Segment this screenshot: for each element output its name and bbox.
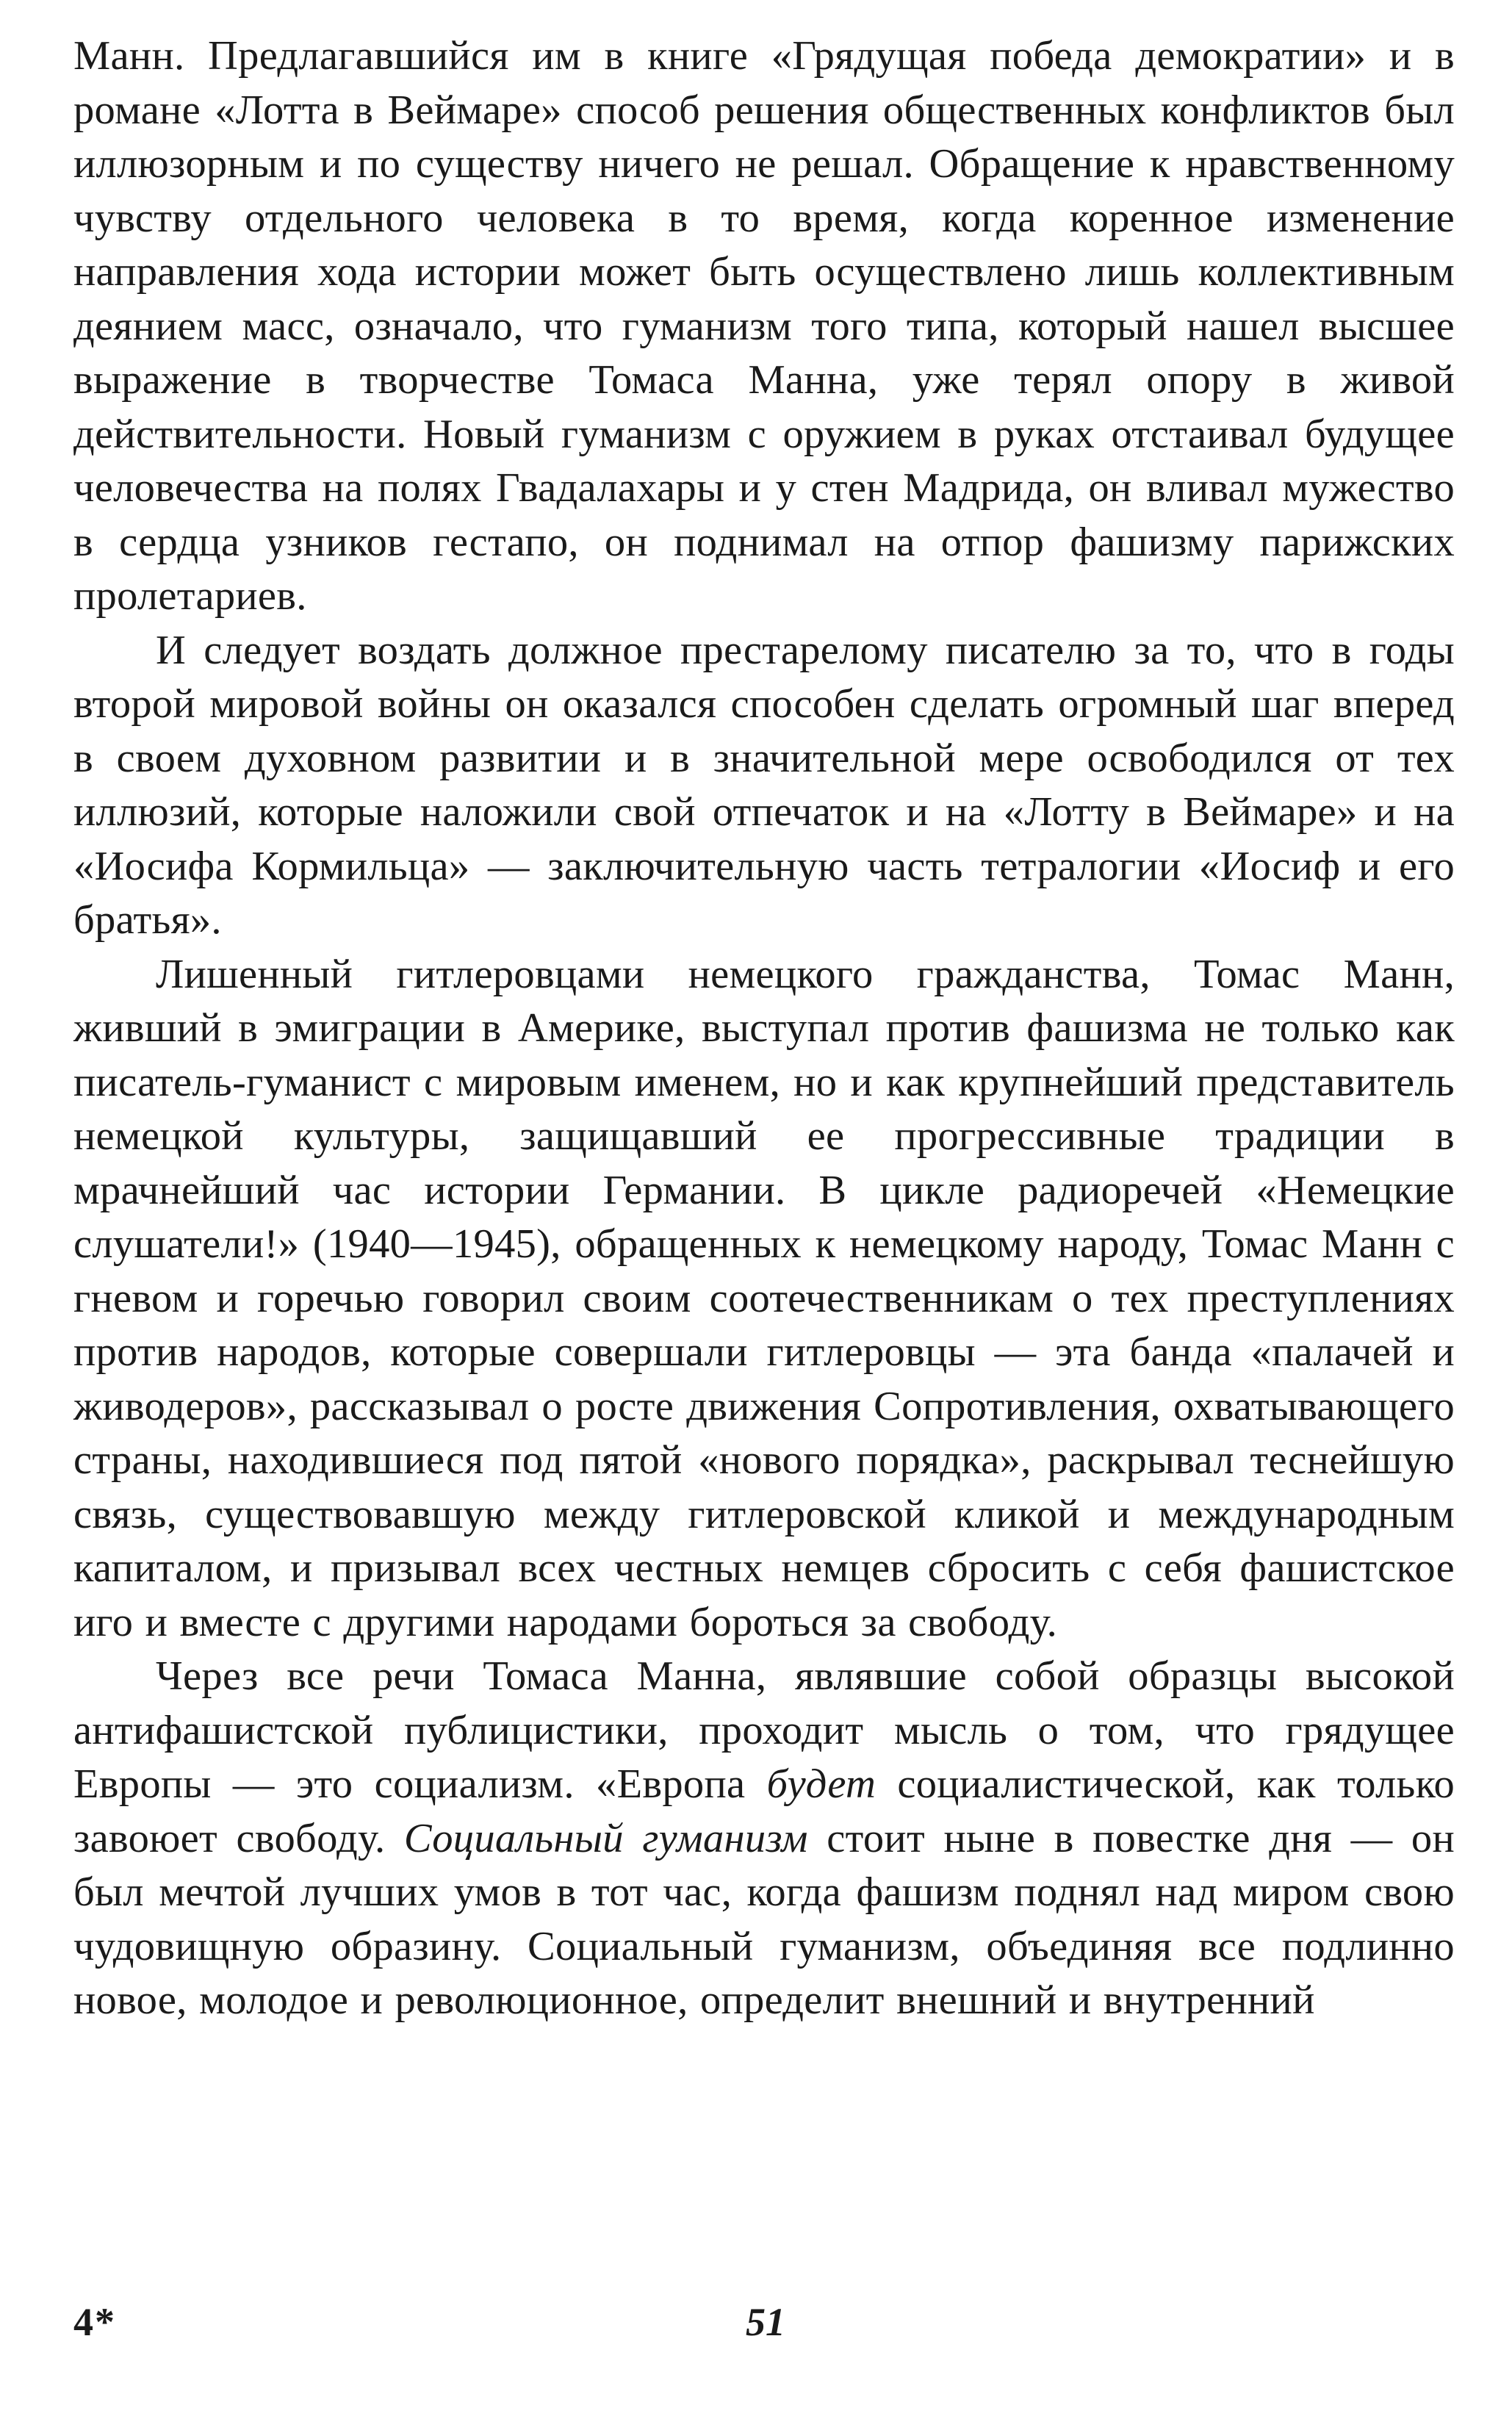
paragraph-3-text: Лишенный гитлеровцами немецкого гражданства, Томас Манн, живший в эмиграции в Америке, выступал против фашизма не только как писатель-гуманист с мировым именем, но и как крупнейший представитель немецкой культуры, защищавший ее прогрессивные традиции в мрачнейший час истории Германии. В цикле радиоречей «Немецкие слушатели!» (1940—1945), обращенных к немецкому народу, Томас Манн с гневом и горечью говорил своим соотечественникам о тех преступлениях против народов, которые совершали гитлеровцы — эта банда «палачей и живодеров», рассказывал о росте движения Сопротивления, охватывающего страны, находившиеся под пятой «нового порядка», раскрывал теснейшую связь, существовавшую между гитлеровской кликой и международным капиталом, и призывал всех честных немцев сбросить с себя фашистское иго и вместе с другими народами бороться за свободу. <box>73 951 1455 1645</box>
paragraph-1 <box>73 29 1455 624</box>
body-text <box>73 29 1455 2028</box>
paragraph-4 <box>73 1650 1455 2028</box>
page-number: 51 <box>746 2300 785 2344</box>
page <box>73 29 1455 2366</box>
page-footer <box>73 2289 1455 2355</box>
paragraph-1-text: Манн. Предлагавшийся им в книге «Грядущая победа демократии» и в романе «Лотта в Веймаре» способ решения общественных конфликтов был иллюзорным и по существу ничего не решал. Обращение к нравственному чувству отдельного человека в то время, когда коренное изменение направления хода истории может быть осуществлено лишь коллективным деянием масс, означало, что гуманизм того типа, который нашел высшее выражение в творчестве Томаса Манна, уже терял опору в живой действительности. Новый гуманизм с оружием в руках отстаивал будущее человечества на полях Гвадалахары и у стен Мадрида, он вливал мужество в сердца узников гестапо, он поднимал на отпор фашизму парижских пролетариев. <box>73 33 1455 619</box>
paragraph-4-emphasis-budet: будет <box>766 1761 876 1807</box>
paragraph-4-text-a: Через все речи Томаса Манна, являвшие собой образцы высокой антифашистской публицистики, проходит мысль о том, что грядущее Европы — это социализм. «Европа <box>73 1653 1455 1807</box>
paragraph-3 <box>73 948 1455 1650</box>
paragraph-4-emphasis-social-humanism: Социальный гуманизм <box>403 1815 808 1861</box>
paragraph-2 <box>73 624 1455 948</box>
paragraph-4-text-b: социалистической, как только завоюет свободу. <box>73 1761 1455 1861</box>
paragraph-2-text: И следует воздать должное престарелому писателю за то, что в годы второй мировой войны он оказался способен сделать огромный шаг вперед в своем духовном развитии и в значительной мере освободился от тех иллюзий, которые наложили свой отпечаток и на «Лотту в Веймаре» и на «Иосифа Кормильца» — заключительную часть тетралогии «Иосиф и его братья». <box>73 627 1455 943</box>
paragraph-4-text-c: стоит ныне в повестке дня — он был мечтой лучших умов в тот час, когда фашизм поднял над миром свою чудовищную образину. Социальный гуманизм, объединяя все подлинно новое, молодое и революционное, определит внешний и внутренний <box>73 1815 1455 2023</box>
printer-signature: 4* <box>73 2300 116 2344</box>
